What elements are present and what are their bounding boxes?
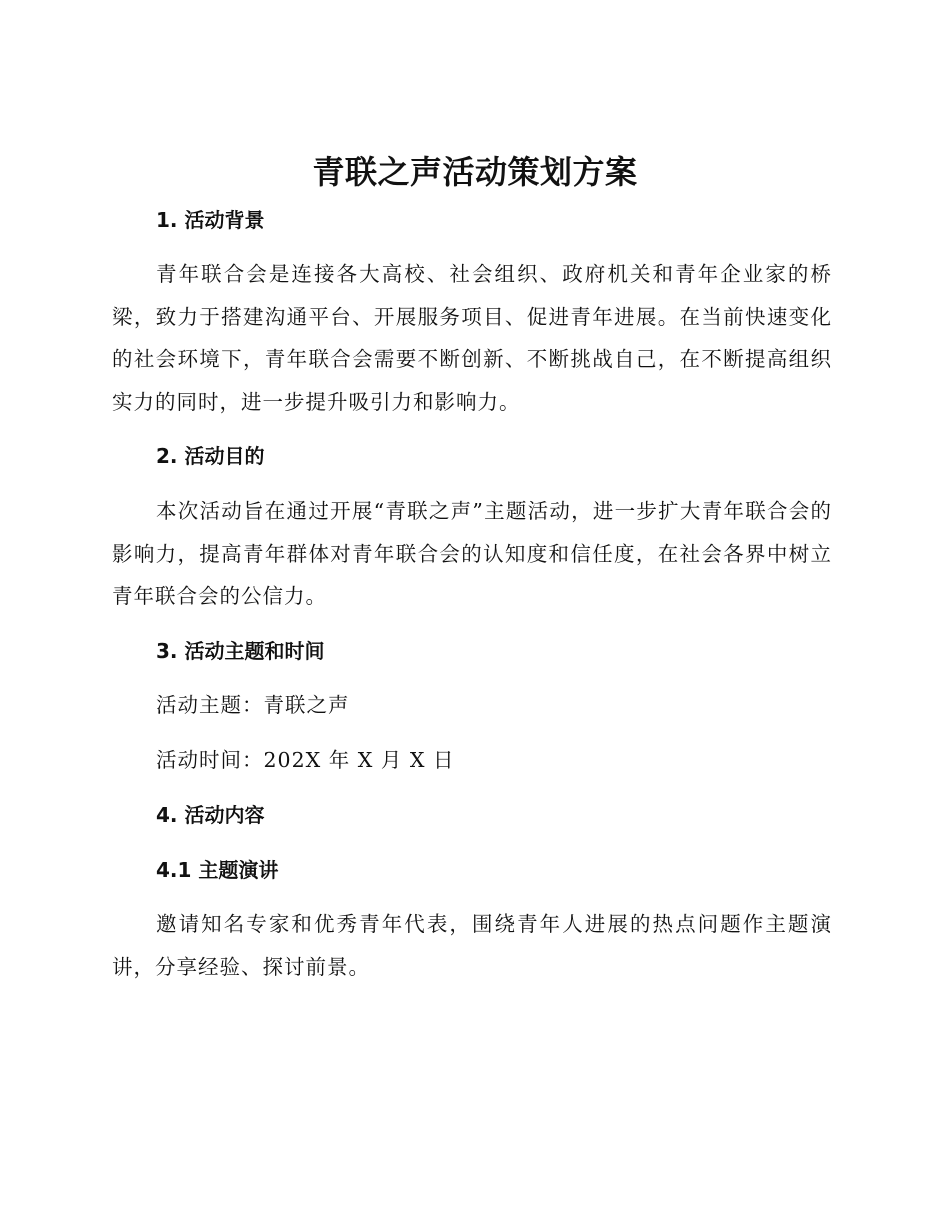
activity-time-line: 活动时间：202X 年 X 月 X 日 [156,748,455,772]
paragraph-background: 青年联合会是连接各大高校、社会组织、政府机关和青年企业家的桥梁，致力于搭建沟通平台、开展服务项目、促进青年进展。在当前快速变化的社会环境下，青年联合会需要不断创新、不断挑战自己，在不断提高组织实力的同时，进一步提升吸引力和影响力。 [112,262,832,414]
subsection-heading-keynote: 4.1 主题演讲 [156,858,279,882]
paragraph-keynote: 邀请知名专家和优秀青年代表，围绕青年人进展的热点问题作主题演讲，分享经验、探讨前景。 [112,912,832,979]
document-title: 青联之声活动策划方案 [312,153,638,191]
section-heading-theme-time: 3. 活动主题和时间 [156,639,325,663]
paragraph-purpose: 本次活动旨在通过开展“青联之声”主题活动，进一步扩大青年联合会的影响力，提高青年群体对青年联合会的认知度和信任度，在社会各界中树立青年联合会的公信力。 [112,499,832,608]
section-heading-background: 1. 活动背景 [156,208,265,232]
section-heading-content: 4. 活动内容 [156,803,265,827]
activity-theme-line: 活动主题：青联之声 [156,693,350,717]
section-heading-purpose: 2. 活动目的 [156,444,265,468]
